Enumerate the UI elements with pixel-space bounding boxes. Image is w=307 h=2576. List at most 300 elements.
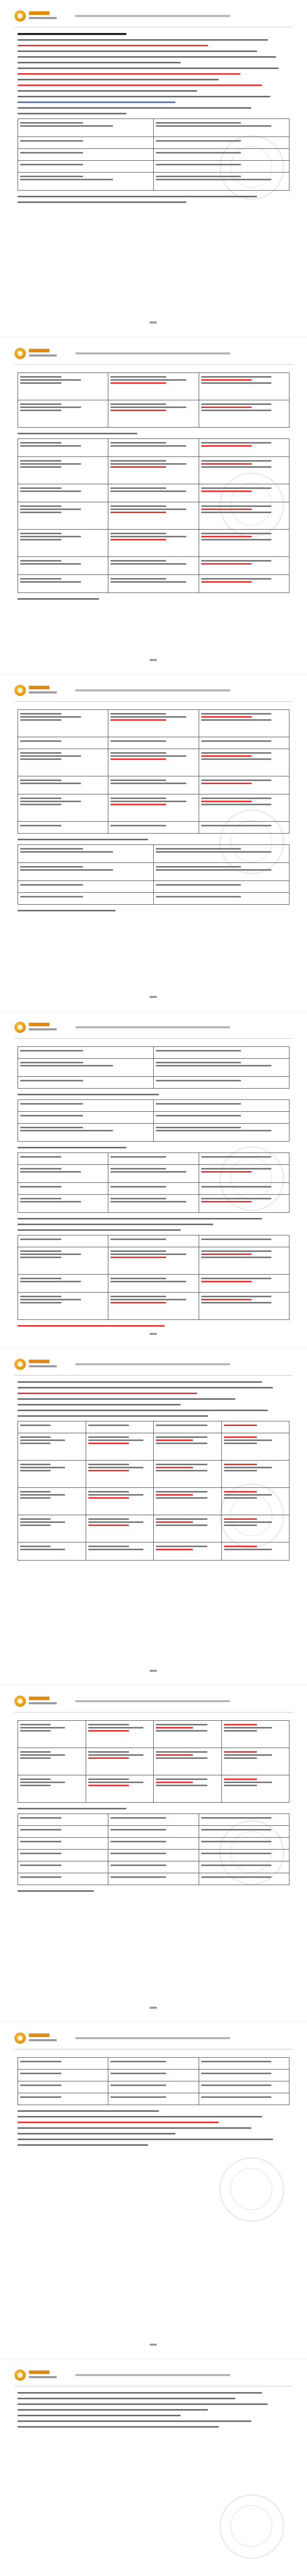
cell-text-line: [201, 463, 252, 465]
notes-table: [18, 438, 289, 593]
table-cell: [154, 119, 289, 137]
cell-text-line: [224, 1491, 257, 1493]
cell-text-line: [156, 1524, 207, 1526]
cell-text-line: [20, 783, 81, 784]
notes-table: [18, 1046, 289, 1089]
cell-text-line: [20, 851, 113, 853]
table-cell: [108, 575, 199, 593]
table-cell: [18, 2058, 108, 2070]
logo-icon: [14, 1022, 26, 1033]
cell-text-line: [156, 1754, 193, 1756]
table-row: [18, 2058, 289, 2070]
table-cell: [199, 776, 289, 794]
table-cell: [199, 1814, 289, 1826]
text-line: [18, 62, 181, 63]
cell-text-line: [20, 801, 81, 802]
table-cell: [18, 373, 108, 400]
page: [0, 1685, 307, 2022]
text-line: [18, 1393, 197, 1394]
table-cell: [154, 137, 289, 149]
table-cell: [154, 893, 289, 905]
notes-table: [18, 1814, 289, 1885]
table-cell: [18, 737, 108, 749]
text-line: [18, 90, 197, 92]
cell-text-line: [201, 1201, 252, 1202]
cell-text-line: [156, 1757, 207, 1759]
table-cell: [18, 2093, 108, 2105]
cell-text-line: [110, 505, 166, 507]
cell-text-line: [20, 798, 61, 799]
table-cell: [108, 1165, 199, 1183]
cell-text-line: [20, 1524, 51, 1526]
cell-text-line: [20, 176, 83, 177]
table-cell: [18, 2081, 108, 2093]
cell-text-line: [20, 487, 61, 489]
table-cell: [108, 822, 199, 834]
table-cell: [108, 1293, 199, 1320]
table-cell: [154, 845, 289, 863]
table-cell: [108, 1861, 199, 1873]
cell-text-line: [224, 1785, 257, 1786]
cell-text-line: [224, 1730, 257, 1732]
cell-text-line: [20, 1521, 65, 1523]
cell-text-line: [20, 1829, 61, 1831]
table-cell: [199, 1826, 289, 1838]
table-cell: [199, 1247, 289, 1275]
cell-text-line: [110, 1865, 166, 1866]
table-cell: [108, 1838, 199, 1850]
table-cell: [18, 1047, 154, 1059]
cell-text-line: [201, 512, 271, 513]
table-cell: [154, 1059, 289, 1077]
cell-text-line: [110, 463, 186, 465]
cell-text-line: [20, 804, 61, 805]
table-cell: [18, 149, 154, 161]
table-cell: [108, 439, 199, 457]
text-line: [18, 2139, 273, 2140]
table-row: [18, 1183, 289, 1195]
table-cell: [18, 1293, 108, 1320]
cell-text-line: [110, 442, 166, 444]
table-cell: [18, 137, 154, 149]
cell-text-line: [224, 1724, 257, 1725]
logo-wordmark: [29, 2370, 50, 2374]
table-cell: [18, 1461, 86, 1488]
cell-text-line: [20, 563, 81, 565]
cell-text-line: [20, 1841, 61, 1842]
cell-text-line: [156, 1751, 207, 1753]
table-cell: [18, 2070, 108, 2081]
table-cell: [18, 1275, 108, 1293]
cell-text-line: [20, 140, 83, 142]
cell-text-line: [201, 2096, 271, 2098]
page: [0, 1348, 307, 1685]
cell-text-line: [156, 1494, 193, 1496]
table-row: [18, 1814, 289, 1826]
cell-text-line: [201, 1250, 271, 1252]
cell-text-line: [20, 2096, 61, 2098]
logo-icon: [14, 685, 26, 696]
header-slogan: [75, 15, 230, 17]
table-cell: [108, 1826, 199, 1838]
cell-text-line: [20, 896, 83, 897]
table-cell: [18, 1873, 108, 1885]
table-cell: [199, 557, 289, 575]
table-cell: [18, 1183, 108, 1195]
cell-text-line: [20, 869, 113, 871]
table-row: [18, 1433, 289, 1461]
cell-text-line: [201, 1853, 271, 1854]
cell-text-line: [201, 804, 271, 805]
table-cell: [199, 710, 289, 737]
logo-wordmark: [29, 11, 50, 15]
cell-text-line: [110, 801, 186, 802]
text-line: [18, 50, 257, 52]
logo-icon: [14, 2369, 26, 2381]
table-cell: [18, 575, 108, 593]
page: [0, 0, 307, 337]
cell-text-line: [20, 490, 81, 492]
cell-text-line: [201, 1186, 271, 1188]
cell-text-line: [110, 578, 166, 580]
cell-text-line: [156, 1080, 241, 1081]
table-cell: [108, 373, 199, 400]
page-body: [18, 1044, 289, 1331]
table-row: [18, 373, 289, 400]
table-cell: [86, 1461, 154, 1488]
text-line: [18, 433, 137, 434]
table-row: [18, 1850, 289, 1861]
cell-text-line: [110, 798, 166, 799]
table-cell: [108, 1195, 199, 1213]
cell-text-line: [156, 122, 241, 124]
cell-text-line: [20, 1130, 113, 1131]
text-line: [18, 2398, 235, 2399]
page-header: [14, 1692, 293, 1713]
cell-text-line: [110, 1239, 166, 1240]
table-cell: [199, 1275, 289, 1293]
cell-text-line: [156, 1464, 207, 1465]
cell-text-line: [20, 1171, 81, 1173]
cell-text-line: [201, 379, 252, 381]
table-row: [18, 1124, 289, 1142]
cell-text-line: [20, 740, 61, 742]
cell-text-line: [201, 755, 252, 757]
cell-text-line: [110, 1829, 166, 1831]
logo-wordmark: [29, 686, 50, 689]
text-line: [18, 1229, 181, 1231]
table-cell: [86, 1775, 154, 1803]
cell-text-line: [224, 1518, 257, 1520]
table-cell: [108, 776, 199, 794]
table-cell: [86, 1543, 154, 1561]
table-row: [18, 1826, 289, 1838]
table-row: [18, 149, 289, 161]
table-cell: [199, 1165, 289, 1183]
table-row: [18, 119, 289, 137]
table-row: [18, 1488, 289, 1515]
page-header: [14, 1019, 293, 1039]
cell-text-line: [20, 2073, 61, 2074]
page-header: [14, 7, 293, 27]
page-body: [18, 33, 289, 207]
cell-text-line: [201, 2073, 271, 2074]
cell-text-line: [201, 740, 271, 742]
cell-text-line: [20, 779, 61, 781]
notes-table: [18, 1421, 289, 1561]
page-number: [150, 1333, 157, 1335]
cell-text-line: [224, 1546, 257, 1547]
cell-text-line: [224, 1497, 257, 1499]
table-cell: [154, 1721, 222, 1748]
cell-text-line: [20, 536, 81, 537]
table-cell: [154, 149, 289, 161]
cell-text-line: [201, 505, 271, 507]
page-body: [18, 1381, 289, 1566]
cell-text-line: [20, 466, 61, 468]
cell-text-line: [20, 1467, 65, 1468]
cell-text-line: [224, 1494, 272, 1496]
cell-text-line: [88, 1524, 130, 1526]
cell-text-line: [20, 1239, 61, 1240]
page: [0, 2022, 307, 2359]
page-number: [150, 659, 157, 661]
table-cell: [18, 1195, 108, 1213]
cell-text-line: [88, 1436, 130, 1438]
cell-text-line: [88, 1782, 144, 1783]
cell-text-line: [20, 752, 61, 754]
text-line: [18, 45, 208, 46]
cell-text-line: [156, 1127, 241, 1128]
cell-text-line: [156, 1439, 193, 1441]
cell-text-line: [201, 403, 271, 405]
table-cell: [86, 1488, 154, 1515]
cell-text-line: [20, 1876, 61, 1878]
page-number: [150, 2344, 157, 2346]
cell-text-line: [88, 1778, 130, 1780]
cell-text-line: [20, 442, 61, 444]
text-line: [18, 2420, 251, 2422]
cell-text-line: [201, 578, 271, 580]
cell-text-line: [156, 1443, 207, 1444]
table-cell: [86, 1433, 154, 1461]
cell-text-line: [20, 1115, 83, 1116]
cell-text-line: [110, 445, 186, 447]
cell-text-line: [20, 716, 81, 718]
page-body: [18, 707, 289, 916]
cell-text-line: [20, 1062, 83, 1063]
cell-text-line: [201, 1296, 271, 1297]
cell-text-line: [20, 1549, 65, 1550]
table-cell: [199, 457, 289, 484]
table-row: [18, 749, 289, 776]
cell-text-line: [201, 445, 252, 447]
cell-text-line: [20, 1491, 51, 1493]
table-cell: [154, 1124, 289, 1142]
table-cell: [221, 1748, 289, 1775]
table-cell: [108, 794, 199, 822]
text-line: [18, 2403, 268, 2405]
table-cell: [154, 161, 289, 173]
cell-text-line: [20, 1778, 51, 1780]
cell-text-line: [20, 1494, 65, 1496]
logo-icon: [14, 1696, 26, 1707]
cell-text-line: [201, 1257, 271, 1258]
cell-text-line: [201, 382, 271, 384]
table-cell: [108, 1873, 199, 1885]
page-body: [18, 2392, 289, 2432]
logo-tagline: [29, 1365, 57, 1367]
table-cell: [18, 776, 108, 794]
cell-text-line: [156, 1724, 207, 1725]
cell-text-line: [20, 410, 61, 411]
cell-text-line: [156, 866, 241, 868]
cell-text-line: [201, 719, 271, 721]
cell-text-line: [20, 578, 61, 580]
cell-text-line: [110, 509, 186, 510]
cell-text-line: [20, 1754, 65, 1756]
notes-table: [18, 709, 289, 834]
cell-text-line: [88, 1724, 130, 1725]
cell-text-line: [110, 755, 186, 757]
cell-text-line: [88, 1497, 130, 1499]
cell-text-line: [20, 1853, 61, 1854]
cell-text-line: [110, 539, 166, 540]
cell-text-line: [88, 1494, 144, 1496]
table-row: [18, 439, 289, 457]
text-line: [18, 1404, 181, 1405]
cell-text-line: [201, 758, 271, 760]
table-cell: [18, 1235, 108, 1247]
cell-text-line: [20, 1296, 61, 1297]
page-header: [14, 345, 293, 365]
cell-text-line: [20, 755, 81, 757]
cell-text-line: [110, 490, 186, 492]
cell-text-line: [201, 1829, 271, 1831]
cell-text-line: [110, 1250, 166, 1252]
cell-text-line: [20, 713, 61, 715]
table-cell: [154, 173, 289, 191]
text-line: [18, 1147, 126, 1148]
cell-text-line: [20, 1865, 61, 1866]
cell-text-line: [110, 1853, 166, 1854]
cell-text-line: [20, 1497, 51, 1499]
table-cell: [154, 1775, 222, 1803]
logo-icon: [14, 1359, 26, 1370]
cell-text-line: [201, 490, 252, 492]
cell-text-line: [201, 466, 271, 468]
table-cell: [108, 457, 199, 484]
table-cell: [154, 881, 289, 893]
table-cell: [18, 881, 154, 893]
page-number: [150, 2007, 157, 2009]
text-line: [18, 2110, 159, 2112]
table-cell: [199, 2058, 289, 2070]
cell-text-line: [201, 509, 252, 510]
cell-text-line: [88, 1754, 144, 1756]
cell-text-line: [20, 1050, 83, 1052]
cell-text-line: [224, 1439, 272, 1441]
cell-text-line: [20, 1186, 61, 1188]
table-row: [18, 557, 289, 575]
cell-text-line: [156, 164, 241, 165]
cell-text-line: [110, 1299, 186, 1300]
table-cell: [18, 1748, 86, 1775]
table-cell: [18, 1838, 108, 1850]
cell-text-line: [224, 1521, 272, 1523]
cell-text-line: [110, 1253, 186, 1255]
table-cell: [108, 1850, 199, 1861]
cell-text-line: [201, 783, 252, 784]
cell-text-line: [156, 1103, 241, 1105]
cell-text-line: [201, 406, 252, 408]
cell-text-line: [201, 1817, 271, 1819]
table-cell: [108, 1183, 199, 1195]
text-line: [18, 2122, 219, 2123]
page-header: [14, 2029, 293, 2049]
logo-icon: [14, 10, 26, 22]
cell-text-line: [110, 783, 186, 784]
cell-text-line: [110, 487, 166, 489]
cell-text-line: [156, 1521, 193, 1523]
table-cell: [18, 484, 108, 502]
cell-text-line: [88, 1464, 130, 1465]
cell-text-line: [110, 581, 186, 583]
cell-text-line: [88, 1730, 130, 1732]
table-cell: [199, 400, 289, 428]
table-cell: [199, 2070, 289, 2081]
cell-text-line: [201, 2061, 271, 2062]
cell-text-line: [20, 445, 81, 447]
table-row: [18, 1861, 289, 1873]
text-line: [18, 1218, 262, 1219]
table-cell: [154, 1748, 222, 1775]
cell-text-line: [20, 1257, 61, 1258]
table-cell: [154, 863, 289, 881]
cell-text-line: [20, 825, 61, 826]
table-cell: [18, 794, 108, 822]
table-cell: [108, 1275, 199, 1293]
table-cell: [18, 749, 108, 776]
cell-text-line: [20, 379, 81, 381]
cell-text-line: [156, 1062, 241, 1063]
cell-text-line: [20, 1439, 65, 1441]
text-line: [18, 2415, 181, 2416]
text-line: [18, 101, 175, 103]
cell-text-line: [110, 536, 186, 537]
header-slogan: [75, 2374, 230, 2376]
cell-text-line: [20, 758, 61, 760]
table-row: [18, 1100, 289, 1112]
cell-text-line: [20, 463, 81, 465]
cell-text-line: [110, 740, 166, 742]
cell-text-line: [201, 801, 252, 802]
table-row: [18, 502, 289, 530]
table-cell: [108, 484, 199, 502]
cell-text-line: [20, 179, 113, 180]
table-row: [18, 1165, 289, 1183]
text-line: [18, 79, 219, 80]
text-line: [18, 1398, 235, 1400]
table-cell: [18, 161, 154, 173]
text-line: [18, 84, 262, 86]
table-cell: [108, 530, 199, 557]
table-row: [18, 1748, 289, 1775]
page-header: [14, 682, 293, 702]
page: [0, 2359, 307, 2576]
table-cell: [108, 2070, 199, 2081]
table-cell: [199, 794, 289, 822]
